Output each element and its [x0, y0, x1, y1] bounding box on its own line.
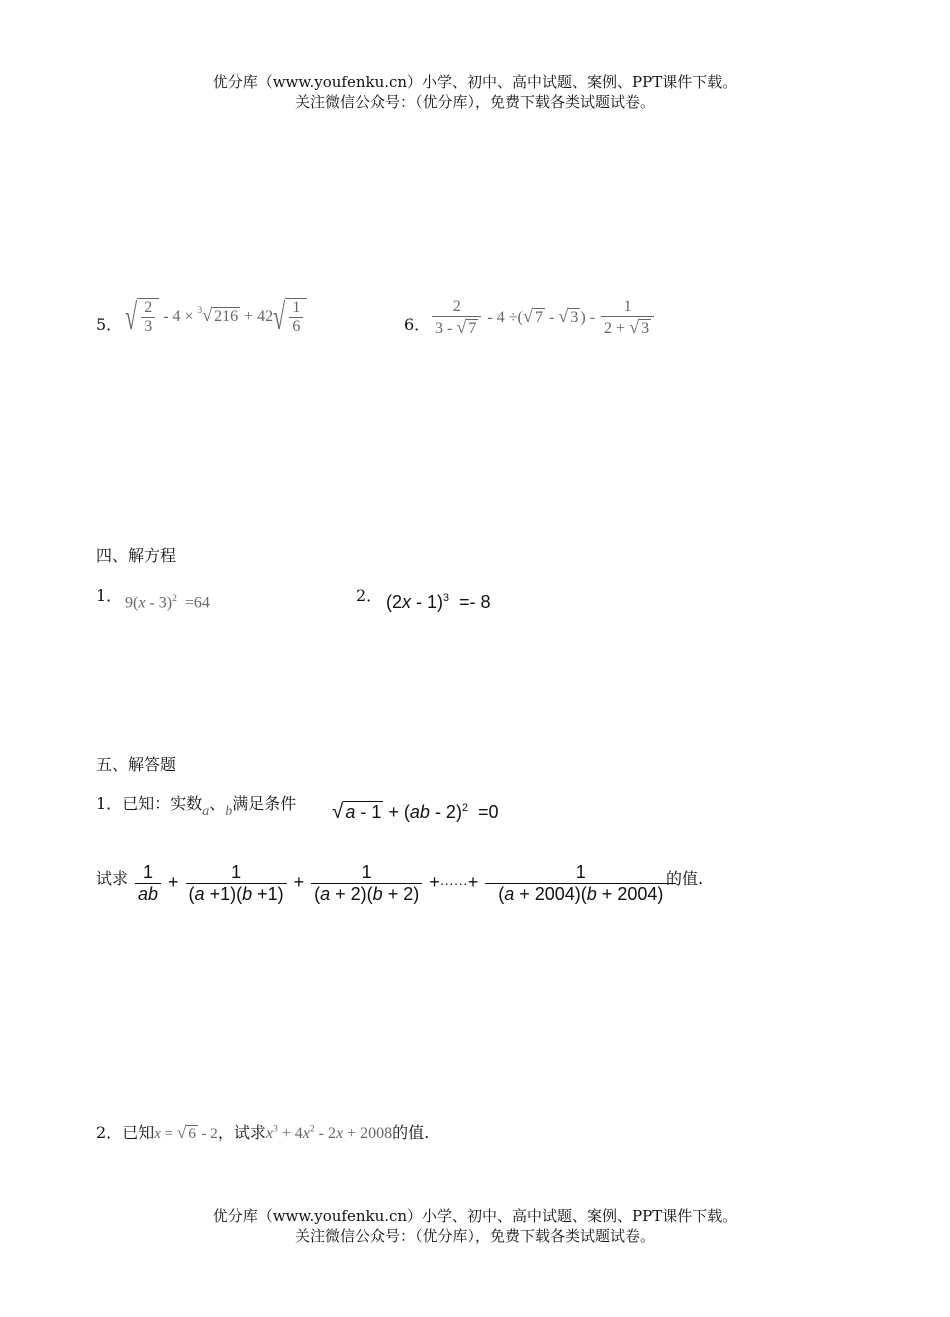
problem-1-text-b: 、: [209, 794, 226, 813]
problem-1-text-a: 已知：实数: [122, 794, 203, 813]
problem-2-text-b: ，试求: [217, 1123, 266, 1142]
section-4-problem-2-number: 2．: [356, 586, 383, 605]
problem-1-end: 的值.: [666, 869, 704, 888]
footer-line-2: 关注微信公众号：（优分库），免费下载各类试题试卷。: [294, 1227, 655, 1245]
section-4-problem-1-number: 1．: [96, 586, 123, 605]
problem-2-text-a: 已知: [122, 1123, 155, 1142]
sum-expression: $\frac{1}{ab}$ + $\frac{1}{(a +1)(b +1)}$ + $\frac{1}{(a + 2)(b + 2)}$ +······+ $\frac{1}{(a + 2004)(b + 2004)}$: [133, 862, 678, 904]
equation-1: 9(x - 3)$^2$ =64: [125, 593, 210, 612]
section-5-problem-2: 2．已知x = √ 6 - 2，试求$x^3 + 4x^2 - 2x + 2008$的值.: [96, 1123, 430, 1142]
section-4-title: 四、解方程: [96, 546, 177, 565]
problem-6-expression: $\frac{2}{3 - √ 7}$ - 4 ÷(√ 7 - √ 3 ) - $\frac{1}{2 + √ 3}$: [430, 298, 656, 339]
header-line-1: 优分库（www.youfenku.cn）小学、初中、高中试题、案例、PPT课件下载。: [212, 73, 738, 91]
condition-expression: √ a - 1 + (ab - 2)$^2$ =0: [332, 800, 499, 823]
problem-1-ask: 试求: [96, 869, 129, 888]
equation-2: (2x - 1)$^3$ =- 8: [386, 592, 491, 612]
problem-6-number: 6．: [404, 315, 431, 334]
header-line-2: 关注微信公众号：（优分库），免费下载各类试题试卷。: [294, 93, 655, 111]
section-5-problem-1: 1．已知：实数a、b满足条件: [96, 794, 297, 819]
problem-5-expression: √ $\frac{2}{3}$ - 4 × $^3$√ 216 + 42√ $\frac{1}{6}$: [125, 298, 307, 337]
problem-2-number: 2．: [96, 1123, 123, 1142]
problem-2-end: 的值.: [392, 1123, 430, 1142]
footer-line-1: 优分库（www.youfenku.cn）小学、初中、高中试题、案例、PPT课件下载。: [212, 1207, 738, 1225]
problem-1-text-c: 满足条件: [232, 794, 297, 813]
section-5-title: 五、解答题: [96, 755, 177, 774]
problem-5-number: 5．: [96, 315, 123, 334]
problem-1-number: 1．: [96, 794, 123, 813]
